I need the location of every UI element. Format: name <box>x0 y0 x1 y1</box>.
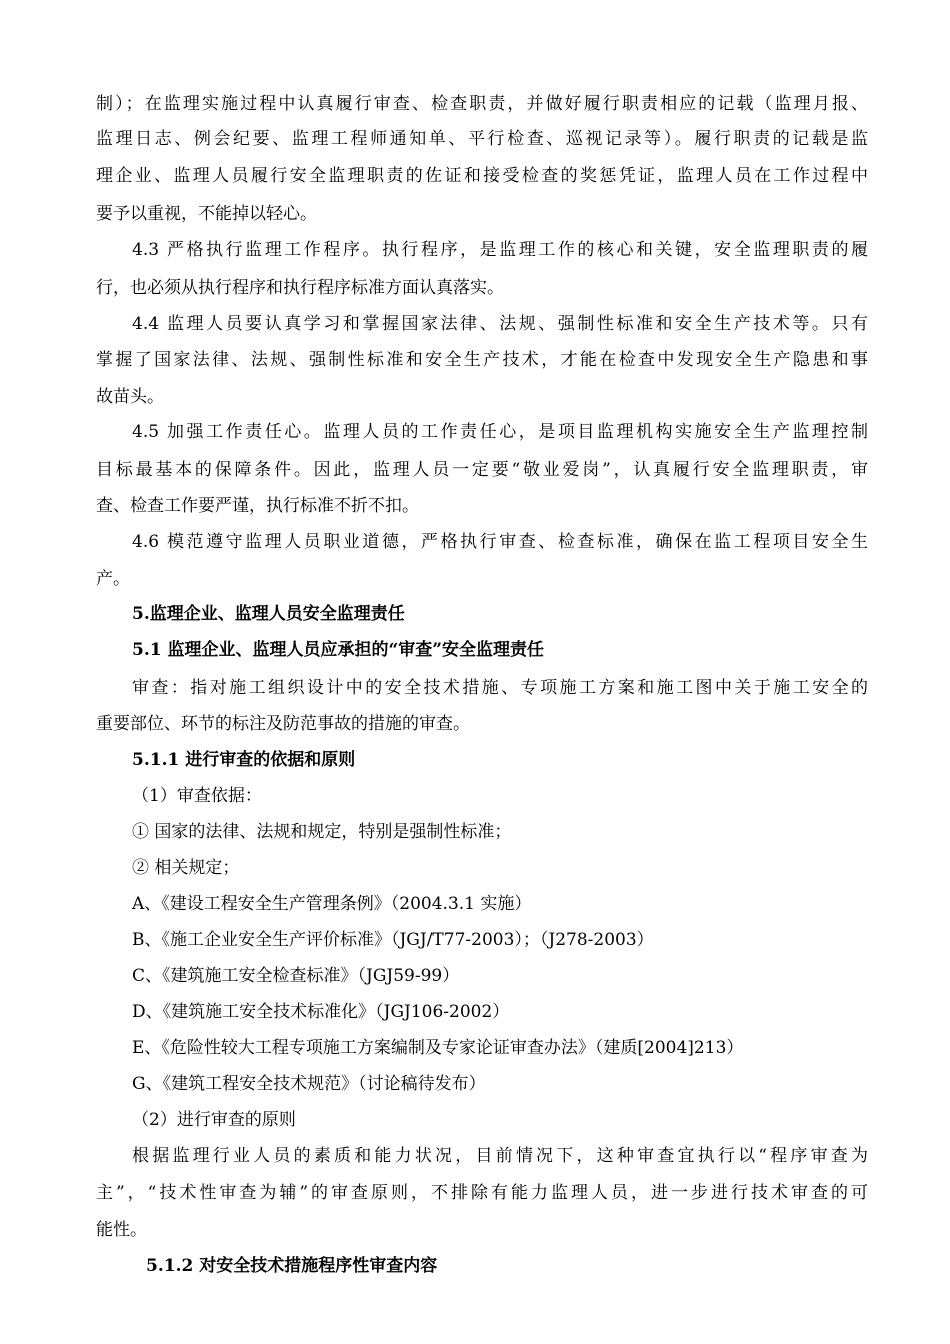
paragraph-line: 主”，“技术性审查为辅”的审查原则，不排除有能力监理人员，进一步进行技术审查的可 <box>96 1183 868 1203</box>
list-item: ② 相关规定； <box>132 858 240 878</box>
clause-4-3: 4.3 严格执行监理工作程序。执行程序，是监理工作的核心和关键，安全监理职责的履 <box>132 240 868 260</box>
paragraph-line: 掌握了国家法律、法规、强制性标准和安全生产技术，才能在检查中发现安全生产隐患和事 <box>96 350 868 370</box>
section-heading-5: 5.监理企业、监理人员安全监理责任 <box>132 604 405 624</box>
paragraph-line: 审查：指对施工组织设计中的安全技术措施、专项施工方案和施工图中关于施工安全的 <box>132 678 868 698</box>
list-heading: （2）进行审查的原则 <box>132 1110 296 1130</box>
clause-4-4: 4.4 监理人员要认真学习和掌握国家法律、法规、强制性标准和安全生产技术等。只有 <box>132 314 868 334</box>
paragraph-line: 监理日志、例会纪要、监理工程师通知单、平行检查、巡视记录等）。履行职责的记载是监 <box>96 129 868 149</box>
clause-4-6: 4.6 模范遵守监理人员职业道德，严格执行审查、检查标准，确保在监工程项目安全生 <box>132 532 868 552</box>
paragraph-line: 要予以重视，不能掉以轻心。 <box>96 204 317 224</box>
subsection-heading-5-1-2: 5.1.2 对安全技术措施程序性审查内容 <box>146 1256 438 1276</box>
paragraph-line: 制）；在监理实施过程中认真履行审查、检查职责，并做好履行职责相应的记载（监理月报、 <box>96 94 868 114</box>
list-item: D、《建筑施工安全技术标准化》（JGJ106-2002） <box>132 1002 510 1022</box>
list-heading: （1）审查依据： <box>132 786 262 806</box>
list-item: ① 国家的法律、法规和规定，特别是强制性标准； <box>132 822 512 842</box>
list-item: A、《建设工程安全生产管理条例》（2004.3.1 实施） <box>132 894 532 914</box>
list-item: C、《建筑施工安全检查标准》（JGJ59-99） <box>132 966 460 986</box>
paragraph-line: 故苗头。 <box>96 387 164 407</box>
paragraph-line: 目标最基本的保障条件。因此，监理人员一定要“敬业爱岗”，认真履行安全监理职责，审 <box>96 460 868 480</box>
clause-4-5: 4.5 加强工作责任心。监理人员的工作责任心，是项目监理机构实施安全生产监理控制 <box>132 422 868 442</box>
subsection-heading-5-1-1: 5.1.1 进行审查的依据和原则 <box>132 750 356 770</box>
list-item: G、《建筑工程安全技术规范》（讨论稿待发布） <box>132 1074 486 1094</box>
paragraph-line: 产。 <box>96 569 130 589</box>
paragraph-line: 重要部位、环节的标注及防范事故的措施的审查。 <box>96 714 470 734</box>
paragraph-line: 查、检查工作要严谨，执行标准不折不扣。 <box>96 496 419 516</box>
list-item: B、《施工企业安全生产评价标准》（JGJ/T77-2003）；（J278-2003） <box>132 930 654 950</box>
list-item: E、《危险性较大工程专项施工方案编制及专家论证审查办法》（建质[2004]213） <box>132 1038 744 1058</box>
paragraph-line: 能性。 <box>96 1220 147 1240</box>
section-heading-5-1: 5.1 监理企业、监理人员应承担的“审查”安全监理责任 <box>132 640 545 660</box>
paragraph-line: 理企业、监理人员履行安全监理职责的佐证和接受检查的奖惩凭证，监理人员在工作过程中 <box>96 166 868 186</box>
paragraph-line: 行，也必须从执行程序和执行程序标准方面认真落实。 <box>96 278 504 298</box>
paragraph-line: 根据监理行业人员的素质和能力状况，目前情况下，这种审查宜执行以“程序审查为 <box>132 1146 868 1166</box>
